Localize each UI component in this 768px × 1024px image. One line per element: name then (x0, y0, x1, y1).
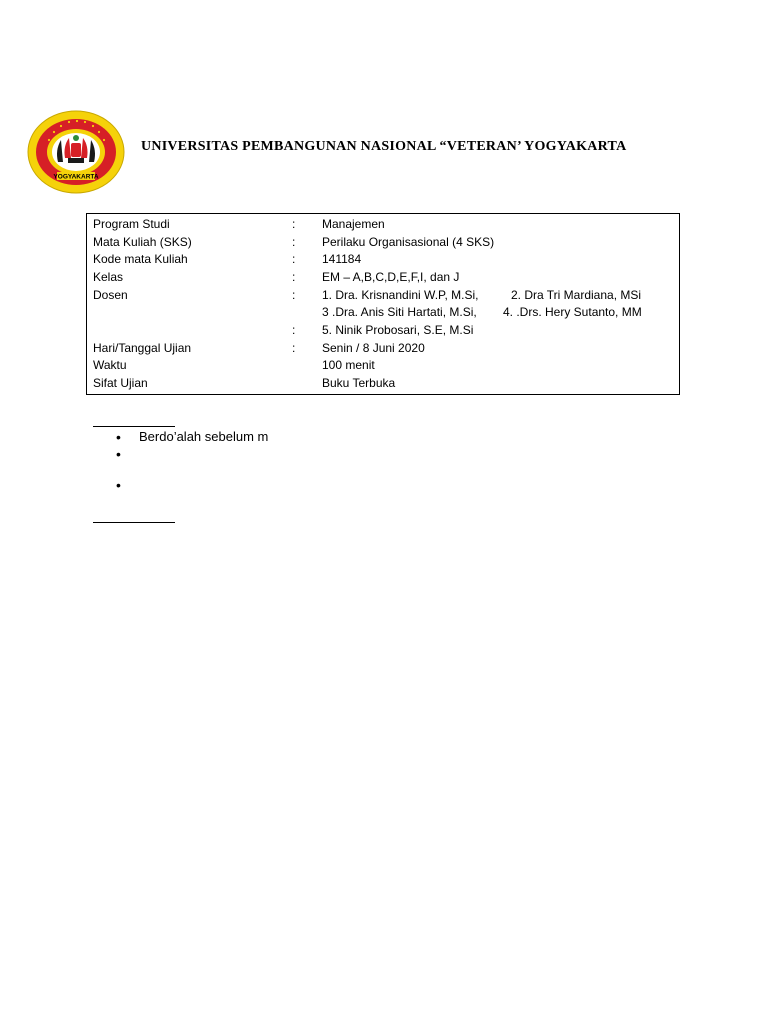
info-value-second: 4. .Drs. Hery Sutanto, MM (503, 305, 642, 319)
info-label: Sifat Ujian (93, 376, 148, 390)
info-row-program-studi (87, 215, 679, 233)
info-value: Manajemen (322, 217, 385, 231)
university-logo (27, 110, 125, 194)
info-label: Hari/Tanggal Ujian (93, 341, 192, 355)
info-row-kode-mata-kuliah (87, 250, 679, 268)
info-colon: : (292, 323, 296, 337)
bullet-marker: • (116, 477, 121, 493)
info-value-second: 2. Dra Tri Mardiana, MSi (511, 288, 642, 302)
info-value: 141184 (322, 252, 362, 266)
info-value: 100 menit (322, 358, 375, 372)
university-title: UNIVERSITAS PEMBANGUNAN NASIONAL “VETERAN’ YOGYAKARTA (141, 139, 627, 154)
info-colon: : (292, 252, 296, 266)
info-colon: : (292, 235, 296, 249)
info-value: Buku Terbuka (322, 376, 396, 390)
info-value: 3 .Dra. Anis Siti Hartati, M.Si, (322, 305, 477, 319)
divider-bottom (93, 522, 175, 523)
info-row-hari-tanggal (87, 339, 679, 357)
info-row-dosen-1 (87, 286, 679, 304)
info-colon: : (292, 288, 296, 302)
info-colon: : (292, 341, 296, 355)
bullet-marker: • (116, 446, 121, 462)
info-label: Mata Kuliah (SKS) (93, 235, 192, 249)
exam-info-table (86, 213, 680, 395)
info-row-dosen-3 (87, 321, 679, 339)
info-row-sifat-ujian (87, 374, 679, 392)
info-colon: : (292, 270, 296, 284)
info-label: Waktu (93, 358, 127, 372)
info-value: Senin / 8 Juni 2020 (322, 341, 425, 355)
info-label: Kode mata Kuliah (93, 252, 188, 266)
logo-city-text: YOGYAKARTA (53, 173, 99, 181)
info-colon: : (292, 217, 296, 231)
info-value: 1. Dra. Krisnandini W.P, M.Si, (322, 288, 479, 302)
info-row-kelas (87, 268, 679, 286)
info-row-mata-kuliah (87, 233, 679, 251)
info-row-waktu (87, 356, 679, 374)
info-label: Kelas (93, 270, 124, 284)
instruction-text: Berdo’alah sebelum m (139, 429, 269, 444)
info-label: Program Studi (93, 217, 170, 231)
info-value: EM – A,B,C,D,E,F,I, dan J (322, 270, 460, 284)
info-value: 5. Ninik Probosari, S.E, M.Si (322, 323, 474, 337)
divider-top (93, 426, 175, 427)
info-value: Perilaku Organisasional (4 SKS) (322, 235, 495, 249)
info-row-dosen-2 (87, 303, 679, 321)
info-label: Dosen (93, 288, 128, 302)
bullet-marker: • (116, 429, 121, 445)
